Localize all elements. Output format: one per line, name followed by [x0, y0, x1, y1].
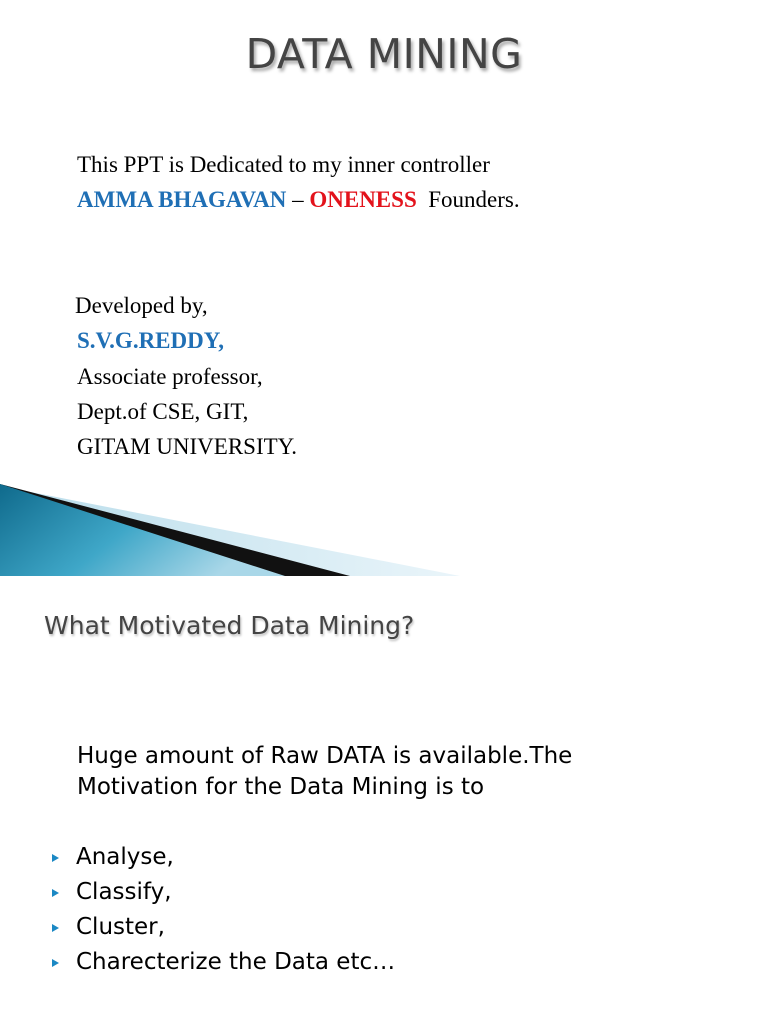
author-role: Associate professor, — [77, 364, 263, 389]
bullet-text: Charecterize the Data etc… — [76, 949, 396, 975]
dedication-text: This PPT is Dedicated to my inner controller — [77, 152, 490, 177]
triangle-bullet-icon — [52, 924, 59, 932]
dedication-org: ONENESS — [309, 187, 417, 212]
dedication-dash: – — [286, 187, 310, 212]
bullet-item — [52, 910, 395, 945]
slide-1-title: DATA MINING — [245, 30, 523, 78]
motivation-bullet-list — [52, 840, 395, 980]
bullet-item — [52, 875, 395, 910]
intro-line-1: Huge amount of Raw DATA is available.The — [77, 743, 573, 769]
author-name: S.V.G.REDDY, — [77, 328, 224, 353]
bullet-item — [52, 840, 395, 875]
bullet-text: Analyse, — [76, 844, 174, 870]
bullet-item — [52, 945, 395, 980]
bullet-text: Classify, — [76, 879, 172, 905]
triangle-bullet-icon — [52, 959, 59, 967]
dedication-suffix: Founders. — [416, 187, 520, 212]
bullet-text: Cluster, — [76, 914, 165, 940]
intro-line-2: Motivation for the Data Mining is to — [77, 774, 485, 800]
author-department: Dept.of CSE, GIT, — [77, 399, 249, 424]
slide-2-title: What Motivated Data Mining? — [44, 611, 415, 640]
triangle-bullet-icon — [52, 889, 59, 897]
developed-by-label: Developed by, — [75, 293, 208, 318]
dedication-name: AMMA BHAGAVAN — [77, 187, 287, 212]
triangle-bullet-icon — [52, 854, 59, 862]
author-university: GITAM UNIVERSITY. — [77, 434, 298, 459]
